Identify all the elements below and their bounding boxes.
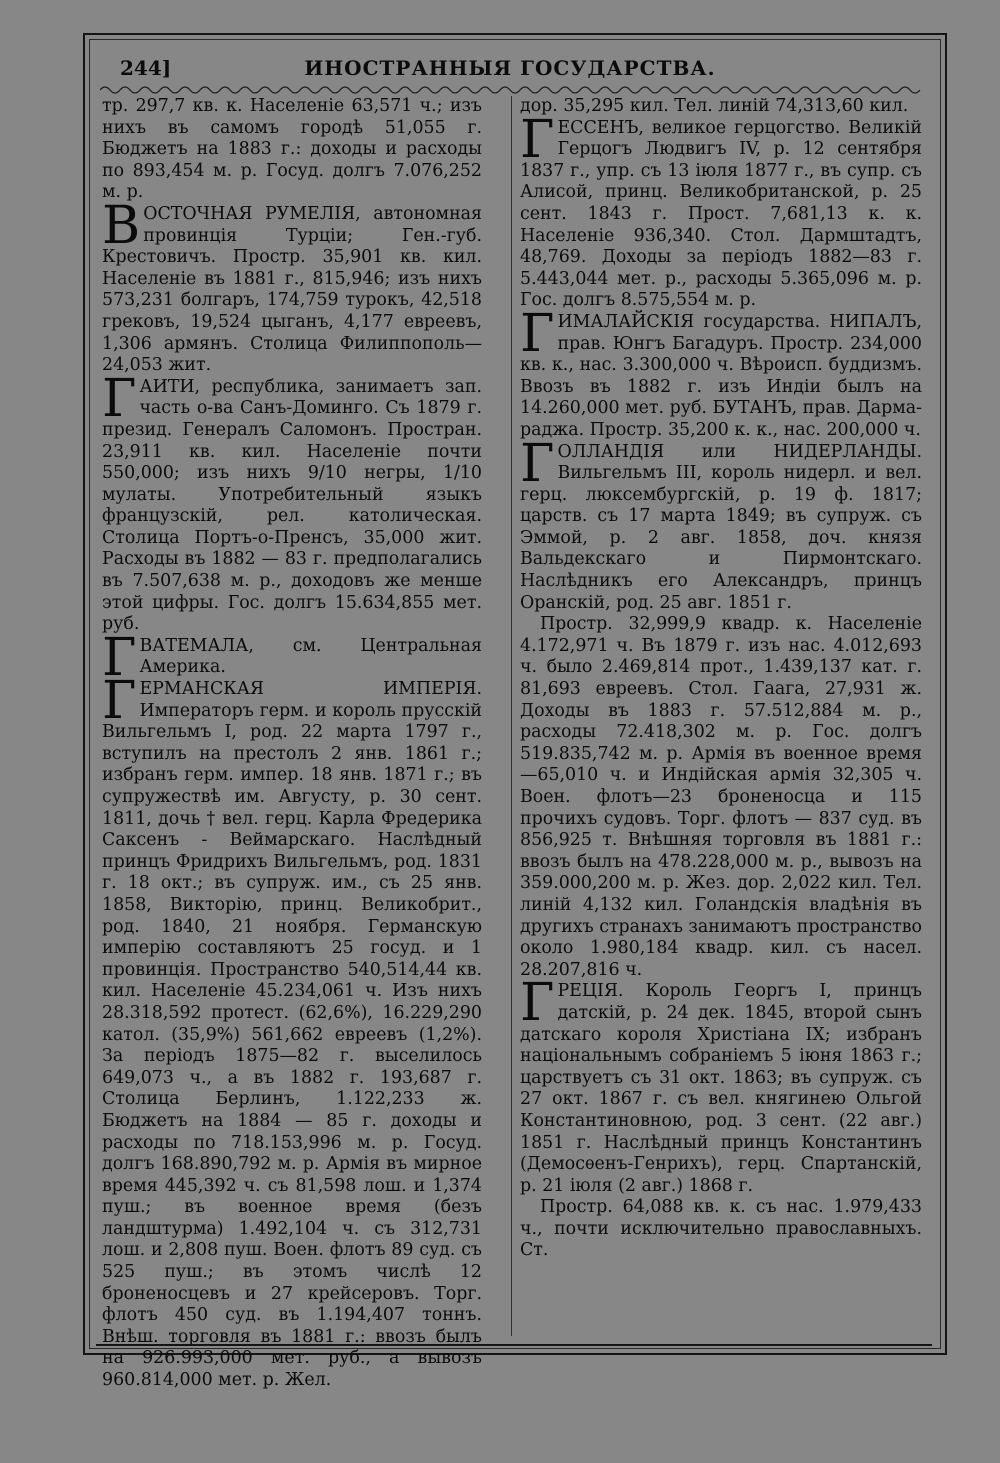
bottom-rule	[96, 1344, 932, 1346]
right-column	[520, 96, 922, 1262]
gollandia-statistics: Простр. 32,999,9 квадр. к. Населеніе 4.172,971 ч. Въ 1879 г. изъ нас. 4.012,693 ч. было 2.469,814 прот., 1.439,137 кат. г. 81,693 евреевъ. Стол. Гаага, 27,931 ж. Доходы въ 1883 г. 57.512,884 м. р., расходы 72.418,302 м. р. Гос. долгъ 519.835,742 м. р. Армія въ военное время—65,010 ч. и Индійская армія 32,305 ч. Воен. флотъ—23 броненосца и 115 прочихъ судовъ. Торг. флотъ — 837 суд. въ 856,925 т. Внѣшняя торговля въ 1881 г.: ввозъ былъ на 478.228,000 м. р., вывозъ на 359.000,200 м. р. Жез. дор. 2,022 кил. Тел. линій 4,132 кил. Голандскія владѣнія въ другихъ странахъ занимаютъ пространство около 1.980,184 квадр. кил. съ насел. 28.207,816 ч.	[520, 614, 922, 980]
page-number: 244]	[120, 56, 172, 80]
entry-gaiti: ГАИТИ, республика, занимаетъ зап. часть о-ва Санъ-Доминго. Съ 1879 г. презид. Генералъ Саломонъ. Простран. 23,911 кв. кил. Населеніе почти 550,000; изъ нихъ 9/10 негры, 1/10 мулаты. Употребительный языкъ французскій, рел. католическая. Столица Портъ-о-Пренсъ, 35,000 жит. Расходы въ 1882 — 83 г. предполагались въ 7.507,638 м. р., доходовъ же менше этой цифры. Гос. долгъ 15.634,855 мет. руб.	[102, 368, 482, 635]
right-paragraph-0: дор. 35,295 кил. Тел. линій 74,313,60 кил.	[520, 96, 909, 116]
entry-gollandia: ГОЛЛАНДІЯ или НИДЕРЛАНДЫ. Вильгельмъ III, король нидерл. и вел. герц. люксембургскій, р. 19 ф. 1817; царств. съ 17 марта 1849; въ супруж. съ Эммой, р. 2 авг. 1858, доч. князя Вальдекскаго и Пирмонтскаго. Наслѣдникъ его Александръ, принцъ Оранскій, род. 25 авг. 1851 г.	[520, 433, 922, 613]
entry-gessen: ГЕССЕНЪ, великое герцогство. Великій Герцогъ Людвигъ IV, р. 12 сентября 1837 г., упр. съ 13 іюля 1877 г., въ супр. съ Алисой, принц. Великобританской, р. 25 сент. 1843 г. Прост. 7,681,13 к. к. Населеніе 936,340. Стол. Дармштадтъ, 48,769. Доходы за періодъ 1882—83 г. 5.443,044 мет. р., расходы 5.365,096 м. р. Гос. долгъ 8.575,554 м. р.	[520, 109, 922, 311]
gretsia-statistics: Простр. 64,088 кв. к. съ нас. 1.979,433 ч., почти исключительно православныхъ. Ст.	[520, 1197, 922, 1261]
entry-gimalaiskia: ГИМАЛАЙСКІЯ государства. НИПАЛЪ, прав. Юнгъ Багадуръ. Простр. 234,000 кв. к., нас. 3.300,000 ч. Вѣроисп. буддизмъ. Ввозъ въ 1882 г. изъ Индіи былъ на 14.260,000 мет. руб. БУТАНЪ, прав. Дарма-раджа. Простр. 35,200 к. к., нас. 200,000 ч.	[520, 303, 922, 440]
left-column	[102, 96, 482, 1392]
entry-gretsia: ГРЕЦІЯ. Король Георгъ I, принцъ датскій, р. 24 дек. 1845, второй сынъ датскаго короля Христіана IX; избранъ національнымъ собраніемъ 5 іюня 1863 г.; царствуетъ съ 31 окт. 1863; въ супруж. съ 27 окт. 1867 г. съ вел. княгинею Ольгой Константиновною, род. 3 сент. (22 авг.) 1851 г. Наслѣдный принцъ Константинъ (Демосѳенъ-Генрихъ), герц. Спартанскій, р. 21 іюля (2 авг.) 1868 г.	[520, 973, 922, 1196]
wavy-rule	[100, 84, 922, 96]
left-paragraph-0: тр. 297,7 кв. к. Населеніе 63,571 ч.; изъ нихъ въ самомъ городѣ 51,055 г. Бюджетъ на 1883 г.: доходы и расходы по 893,454 м. р. Госуд. долгъ 7.076,252 м. р.	[102, 96, 482, 203]
entry-germanskaya-imperia: ГЕРМАНСКАЯ ИМПЕРІЯ. Императоръ герм. и король прусскій Вильгельмъ I, род. 22 марта 1797 г., вступилъ на престолъ 2 янв. 1861 г.; избранъ герм. импер. 18 янв. 1871 г.; въ супружествѣ им. Августу, р. 30 сент. 1811, дочь † вел. герц. Карла Фредерика Саксенъ - Веймарскаго. Наслѣдный принцъ Фридрихъ Вильгельмъ, род. 1831 г. 18 окт.; въ супруж. им., съ 25 янв. 1858, Викторію, принц. Великобрит., род. 1840, 21 ноября. Германскую имперію составляютъ 25 госуд. и 1 провинція. Пространство 540,514,44 кв. кил. Населеніе 45.234,061 ч. Изъ нихъ 28.318,592 протест. (62,6%), 16.229,290 катол. (35,9%) 561,662 евреевъ (1,2%). За періодъ 1875—82 г. выселилось 649,073 ч., а въ 1882 г. 193,687 г. Столица Берлинъ, 1.122,233 ж. Бюджетъ на 1884 — 85 г. доходы и расходы по 718.153,996 м. р. Госуд. долгъ 168.890,792 м. р. Армія въ мирное время 445,392 ч. съ 81,598 лош. и 1,374 пуш.; въ военное время (безъ ландштурма) 1.492,104 ч. съ 312,731 лош. и 2,808 пуш. Воен. флотъ 89 суд. съ 525 пуш.; въ этомъ числѣ 12 броненосцевъ и 27 крейсеровъ. Торг. флотъ 450 суд. въ 1.194,407 тоннъ. Внѣш. торговля въ 1881 г.: ввозъ былъ на 926.993,000 мет. руб., а вывозъ 960.814,000 мет. р. Жел.	[102, 671, 482, 1391]
entry-vostochnaya-rumelia: ВОСТОЧНАЯ РУМЕЛІЯ, автономная провинція Турціи; Ген.-губ. Крестовичъ. Простр. 35,901 кв. кил. Населеніе въ 1881 г., 815,946; изъ нихъ 573,231 болгаръ, 174,759 турокъ, 42,518 грековъ, 19,524 цыганъ, 4,177 евреевъ, 1,306 армянъ. Столица Филиппополь—24,053 жит.	[102, 195, 482, 376]
page-title: ИНОСТРАННЫЯ ГОСУДАРСТВА.	[304, 56, 716, 80]
column-divider	[511, 96, 512, 1336]
entry-gvatemala: ГВАТЕМАЛА, см. Центральная Америка.	[102, 627, 482, 688]
running-head	[100, 56, 920, 86]
